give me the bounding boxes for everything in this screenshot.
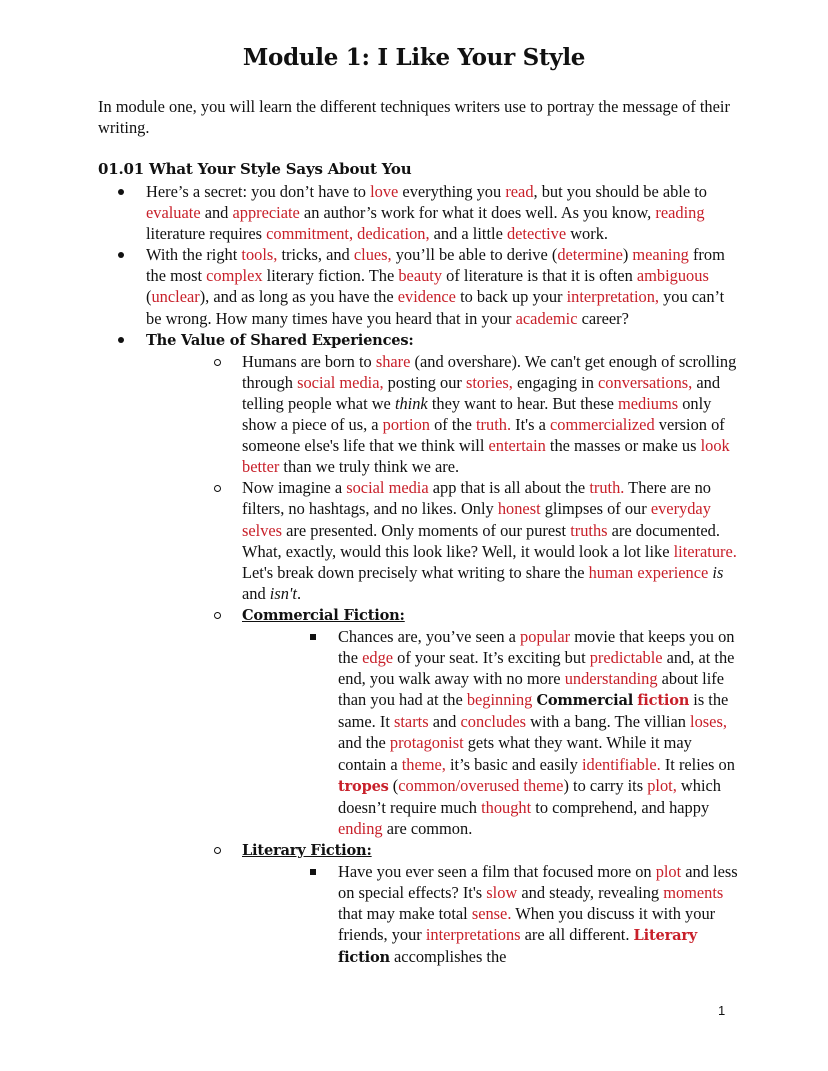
highlighted-term: everyday selves (242, 499, 711, 540)
highlighted-term: fiction (637, 692, 690, 710)
text-run: and telling people what we (242, 372, 721, 413)
bullet-sublist (194, 351, 738, 969)
highlighted-term: stories, (466, 372, 513, 392)
text-run: is the same. It (338, 690, 729, 732)
text-run: are presented. Only moments of our purest (282, 520, 571, 540)
highlighted-term: conversations, (598, 372, 693, 392)
text-run: career? (577, 308, 629, 328)
highlighted-term: Literary (633, 927, 698, 945)
bold-term: Commercial Fiction: (242, 606, 405, 624)
highlighted-term: tools, (241, 245, 278, 265)
highlighted-term: truth. (589, 478, 625, 498)
highlighted-term: look better (242, 436, 730, 477)
highlighted-term: tropes (338, 777, 389, 795)
highlighted-term: popular (520, 626, 571, 646)
text-run: It relies on (660, 754, 735, 774)
highlighted-term: social media (346, 478, 429, 498)
text-run: isn't (269, 583, 297, 603)
list-item-text (242, 605, 405, 624)
text-run: and the (338, 733, 390, 753)
highlighted-term: theme, (401, 754, 446, 774)
text-run: work. (566, 224, 608, 244)
text-run: only show a piece of us, a (242, 393, 712, 435)
text-run: When you discuss it with your friends, your (338, 904, 716, 945)
list-item-text (146, 330, 414, 349)
text-run: and less on special effects? It's (338, 862, 738, 903)
list-item-text (146, 245, 725, 327)
highlighted-term: ambiguous (636, 266, 709, 286)
highlighted-term: plot (655, 862, 682, 881)
bold-term: Literary Fiction: (242, 841, 372, 859)
text-run: literature requires (146, 224, 267, 244)
highlighted-term: commercialized (549, 415, 655, 435)
highlighted-term: protagonist (389, 733, 464, 753)
text-run: and, at the end, you walk away with no more (338, 648, 735, 689)
bullet-content (98, 181, 738, 968)
list-item (290, 861, 738, 968)
text-run: and (200, 203, 233, 223)
text-run: you can’t be wrong. How many times have you heard that in your (146, 287, 725, 328)
highlighted-term: slow (486, 883, 518, 903)
text-run: (and overshare). We can't get enough of scrolling through (242, 351, 737, 392)
highlighted-term: portion (382, 415, 431, 435)
list-item-text (338, 627, 735, 838)
highlighted-term: literature. (673, 541, 737, 561)
bold-term: Commercial (536, 692, 634, 710)
text-run: Have you ever seen a film that focused more on (338, 862, 656, 881)
highlighted-term: honest (497, 499, 541, 519)
list-item-text (242, 840, 372, 859)
text-run: ( (146, 287, 152, 307)
highlighted-term: complex (206, 266, 263, 286)
text-run: accomplishes the (389, 947, 507, 967)
text-run: Chances are, you’ve seen a (338, 626, 521, 646)
highlighted-term: predictable (589, 648, 663, 668)
highlighted-term: thought (481, 797, 532, 817)
highlighted-term: entertain (488, 436, 546, 456)
text-run: Let's break down precisely what writing to share the (242, 562, 589, 582)
text-run: and steady, revealing (517, 883, 664, 903)
text-run: they want to hear. But these (427, 393, 618, 413)
text-run: tricks, and (277, 245, 354, 265)
highlighted-term: truths (570, 520, 608, 540)
text-run: with a bang. The villian (526, 712, 691, 732)
highlighted-term: commitment, dedication, (266, 224, 430, 244)
text-run: , but you should be able to (533, 182, 707, 201)
text-run: engaging in (512, 372, 599, 392)
highlighted-term: truth. (476, 415, 512, 435)
text-run: an author’s work for what it does well. As you know, (299, 203, 656, 223)
highlighted-term: meaning (632, 245, 689, 265)
text-run: are common. (382, 818, 473, 838)
list-heading (194, 839, 738, 969)
highlighted-term: ending (338, 818, 383, 838)
text-run: With the right (146, 245, 242, 265)
text-run: ), and as long as you have the (199, 287, 398, 307)
text-run: to back up your (455, 287, 567, 307)
highlighted-term: mediums (618, 393, 679, 413)
text-run: that may make total (338, 904, 472, 924)
highlighted-term: reading (655, 203, 705, 223)
text-run: app that is all about the (428, 478, 590, 498)
text-run: and (242, 583, 270, 603)
text-run: it’s basic and easily (445, 754, 582, 774)
highlighted-term: edge (362, 648, 394, 668)
text-run: literary fiction. The (262, 266, 399, 286)
highlighted-term: concludes (460, 712, 527, 732)
text-run: ( (388, 775, 399, 795)
highlighted-term: sense. (471, 904, 512, 924)
highlighted-term: identifiable. (581, 754, 661, 774)
bullet-sublist (290, 626, 738, 839)
highlighted-term: appreciate (232, 203, 300, 223)
highlighted-term: plot, (647, 775, 677, 795)
text-run: Here’s a secret: you don’t have to (146, 182, 371, 201)
highlighted-term: interpretation, (566, 287, 659, 307)
text-run: and a little (429, 224, 507, 244)
text-run: from the most (146, 245, 725, 286)
highlighted-term: clues, (353, 245, 392, 265)
text-run: you’ll be able to derive ( (391, 245, 558, 265)
intro-paragraph: In module one, you will learn the different techniques writers use to portray the message of their writing. (98, 97, 730, 137)
text-run: the masses or make us (545, 436, 701, 456)
text-run: which doesn’t require much (338, 775, 721, 817)
text-run: Now imagine a (242, 478, 347, 498)
page-number: 1 (718, 1003, 726, 1018)
list-item (98, 181, 738, 244)
text-run: of literature is that it is often (442, 266, 637, 286)
highlighted-term: evaluate (146, 203, 201, 223)
bullet-sublist (290, 861, 738, 968)
highlighted-term: academic (515, 308, 578, 328)
text-run: posting our (383, 372, 466, 392)
bullet-list (98, 181, 738, 968)
list-item-text (338, 862, 738, 966)
text-run: glimpses of our (540, 499, 651, 519)
text-run: ) (622, 245, 633, 265)
list-heading (194, 604, 738, 839)
highlighted-term: determine (557, 245, 623, 265)
text-run: are all different. (520, 925, 634, 945)
text-run: than we truly think we are. (279, 457, 460, 477)
highlighted-term: read (505, 182, 534, 201)
text-run: are documented. What, exactly, would this look like? Well, it would look a lot like (242, 520, 720, 561)
highlighted-term: detective (506, 224, 567, 244)
text-run: version of someone else's life that we think will (242, 415, 725, 456)
highlighted-term: common/overused theme (398, 775, 564, 795)
text-run: of the (430, 415, 476, 435)
text-run: . (296, 583, 302, 603)
list-item-text (242, 478, 737, 602)
highlighted-term: unclear (151, 287, 200, 307)
highlighted-term: human experience (588, 562, 709, 582)
list-item (98, 244, 738, 328)
highlighted-term: beauty (398, 266, 443, 286)
text-run: everything you (398, 182, 506, 201)
text-run: think (394, 393, 428, 413)
highlighted-term: evidence (397, 287, 456, 307)
list-heading (98, 329, 738, 969)
text-run: It's a (511, 415, 550, 435)
list-item (290, 626, 738, 839)
highlighted-term: understanding (564, 669, 658, 689)
text-run: of your seat. It’s exciting but (393, 648, 590, 668)
bold-term: The Value of Shared Experiences: (146, 331, 414, 349)
highlighted-term: share (375, 351, 411, 371)
section-heading: 01.01 What Your Style Says About You (98, 160, 412, 178)
highlighted-term: beginning (466, 690, 533, 710)
highlighted-term: love (370, 182, 399, 201)
highlighted-term: starts (393, 712, 429, 732)
text-run: and (428, 712, 461, 732)
bold-term: fiction (338, 949, 390, 967)
text-run: is (712, 562, 724, 582)
list-item-text (242, 352, 736, 476)
highlighted-term: moments (663, 883, 724, 903)
list-item-text (146, 182, 707, 243)
highlighted-term: social media, (297, 372, 384, 392)
text-run: gets what they want. While it may contain a (338, 733, 692, 774)
text-run: movie that keeps you on the (338, 626, 735, 668)
list-item (194, 351, 738, 478)
text-run: Humans are born to (242, 351, 376, 371)
list-item (194, 477, 738, 604)
highlighted-term: loses, (690, 712, 727, 732)
text-run: about life than you had at the (338, 669, 725, 710)
text-run: ) to carry its (563, 775, 648, 795)
page-title: Module 1: I Like Your Style (242, 44, 586, 71)
text-run: to comprehend, and happy (531, 797, 710, 817)
highlighted-term: interpretations (425, 925, 521, 945)
text-run: There are no filters, no hashtags, and no likes. Only (242, 478, 711, 519)
